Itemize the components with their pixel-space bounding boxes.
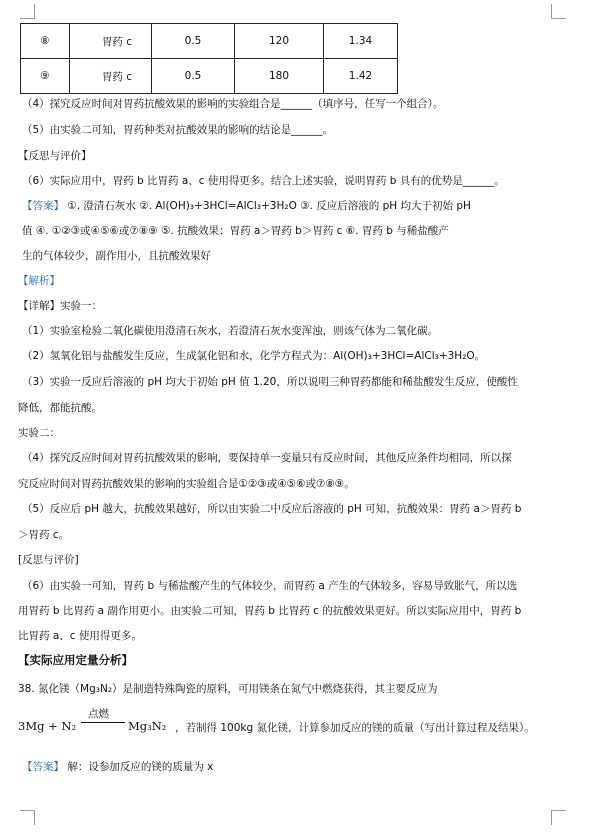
table-cell: 120 bbox=[235, 24, 324, 59]
equation-left: 3Mg + N₂ bbox=[18, 719, 77, 733]
table-row bbox=[21, 59, 398, 94]
section-heading: 【实际应用定量分析】 bbox=[18, 653, 133, 667]
table-cell: ⑨ bbox=[21, 59, 70, 94]
table-cell: 0.5 bbox=[152, 59, 235, 94]
question-38: 38. 氮化镁（Mg₃N₂）是制造特殊陶瓷的原料，可用镁条在氮气中燃烧获得，其主要反应为 bbox=[18, 683, 438, 695]
reflect-heading: 【反思与评价】 bbox=[18, 150, 92, 162]
corner-mark bbox=[20, 4, 35, 19]
question-5: （5）由实验二可知，胃药种类对抗酸效果的影响的结论是______。 bbox=[22, 124, 334, 136]
table-cell: 胃药 c bbox=[70, 59, 152, 94]
table-cell: ⑧ bbox=[21, 24, 70, 59]
explanation-line: ＞胃药 c。 bbox=[18, 529, 70, 541]
table-cell: 180 bbox=[235, 59, 324, 94]
question-4: （4）探究反应时间对胃药抗酸效果的影响的实验组合是______（填序号，任写一个组合）。 bbox=[22, 98, 444, 110]
question-38-rest: ，若制得 100kg 氮化镁，计算参加反应的镁的质量（写出计算过程及结果）。 bbox=[175, 722, 535, 734]
explanation-line: （6）由实验一可知，胃药 b 与稀盐酸产生的气体较少，而胃药 a 产生的气体较多，容易导致胀气，所以选 bbox=[22, 580, 518, 592]
explanation-line: （2）氢氧化铝与盐酸发生反应，生成氯化铝和水，化学方程式为：Al(OH)₃+3HCl=AlCl₃+3H₂O。 bbox=[22, 350, 486, 362]
explanation-line: 比胃药 a、c 使用得更多。 bbox=[18, 630, 142, 642]
table-cell: 0.5 bbox=[152, 24, 235, 59]
explanation-line: （5）反应后 pH 越大，抗酸效果越好，所以由实验二中反应后溶液的 pH 可知，抗酸效果：胃药 a＞胃药 b bbox=[22, 503, 522, 515]
explanation-line: （1）实验室检验二氧化碳使用澄清石灰水，若澄清石灰水变浑浊，则该气体为二氧化碳。 bbox=[22, 325, 439, 337]
answer-line: 值 ④. ①②③或④⑤⑥或⑦⑧⑨ ⑤. 抗酸效果：胃药 a＞胃药 b＞胃药 c ⑥. 胃药 b 与稀盐酸产 bbox=[22, 225, 449, 237]
explanation-line: （3）实验一反应后溶液的 pH 均大于初始 pH 值 1.20，所以说明三种胃药都能和稀盐酸发生反应，使酸性 bbox=[22, 376, 518, 388]
question-6: （6）实际应用中，胃药 b 比胃药 a、c 使用得更多。结合上述实验，说明胃药 b 具有的优势是______。 bbox=[22, 175, 505, 187]
answer-line: ①. 澄清石灰水 ②. Al(OH)₃+3HCl=AlCl₃+3H₂O ③. 反应后溶液的 pH 均大于初始 pH bbox=[67, 200, 471, 212]
analysis-tag: 【解析】 bbox=[18, 275, 60, 287]
corner-mark bbox=[551, 4, 566, 19]
answer-tag: 【答案】 bbox=[22, 761, 64, 773]
table-cell: 1.34 bbox=[324, 24, 398, 59]
table-cell: 胃药 c bbox=[70, 24, 152, 59]
explanation-line: （4）探究反应时间对胃药抗酸效果的影响，要保持单一变量只有反应时间，其他反应条件均相同，所以探 bbox=[22, 452, 512, 464]
answer-tag: 【答案】 bbox=[22, 200, 64, 212]
table-cell: 1.42 bbox=[324, 59, 398, 94]
answer-line: 解：设参加反应的镁的质量为 x bbox=[67, 761, 214, 773]
reflect-heading-2: [反思与评价] bbox=[18, 554, 79, 566]
corner-mark bbox=[20, 810, 35, 825]
experiment-2-heading: 实验二： bbox=[18, 427, 60, 439]
reaction-arrow bbox=[81, 722, 125, 723]
experiment-table bbox=[20, 23, 398, 94]
equation-right: Mg₃N₂ bbox=[128, 719, 167, 733]
explanation-line: 究反应时间对胃药抗酸效果的影响的实验组合是①②③或④⑤⑥或⑦⑧⑨。 bbox=[18, 478, 355, 490]
corner-mark bbox=[551, 810, 566, 825]
reaction-condition: 点燃 bbox=[88, 708, 109, 720]
detail-heading: 【详解】实验一： bbox=[18, 300, 102, 312]
explanation-line: 降低，都能抗酸。 bbox=[18, 402, 102, 414]
table-row bbox=[21, 24, 398, 59]
answer-line: 生的气体较少，副作用小，且抗酸效果好 bbox=[22, 250, 211, 262]
explanation-line: 用胃药 b 比胃药 a 副作用更小。由实验二可知，胃药 b 比胃药 c 的抗酸效果更好。所以实际应用中，胃药 b bbox=[18, 605, 522, 617]
